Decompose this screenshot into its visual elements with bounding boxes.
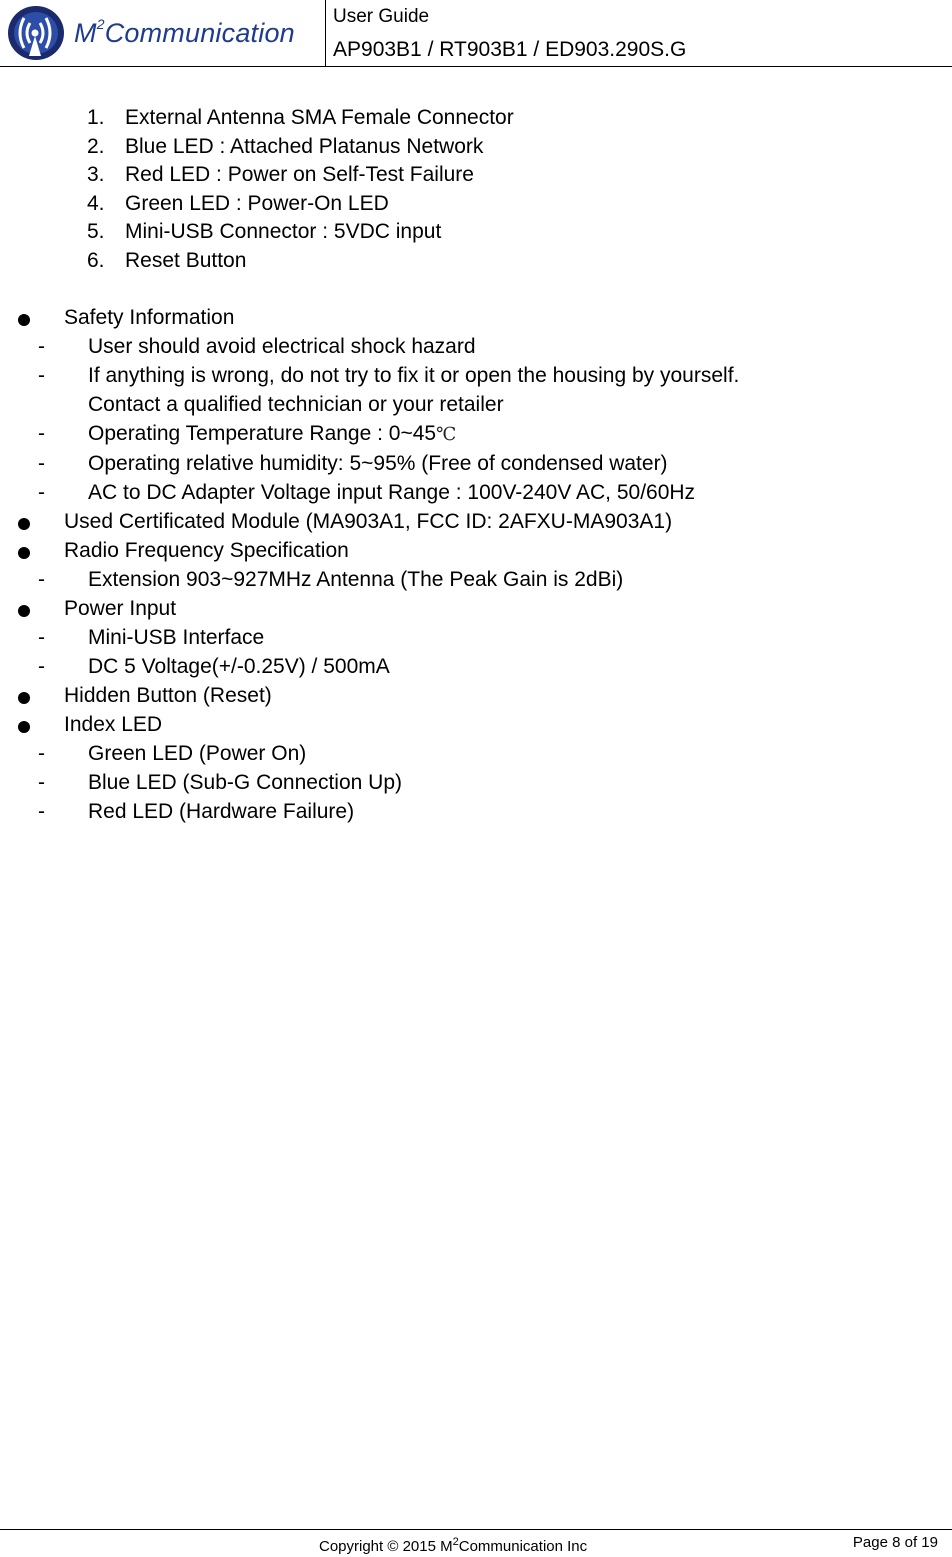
bullet-power: Power Input: [0, 595, 952, 624]
logo-wordmark: $M^2Communication$: [74, 16, 295, 48]
page-header: [0, 0, 952, 67]
bullet-certificated: Used Certificated Module (MA903A1, FCC ID: 2AFXU-MA903A1): [0, 508, 952, 537]
list-item: 5. Mini-USB Connector : 5VDC input: [87, 220, 442, 244]
document-body: [0, 104, 952, 827]
bullet-hidden-button: Hidden Button (Reset): [0, 682, 952, 711]
sub-item: - AC to DC Adapter Voltage input Range : 100V-240V AC, 50/60Hz: [38, 480, 696, 504]
sub-item: - Red LED (Hardware Failure): [38, 799, 355, 823]
bullet-radio: Radio Frequency Specification: [0, 537, 952, 566]
list-item: 1. External Antenna SMA Female Connector: [87, 106, 514, 129]
sub-item: - Blue LED (Sub-G Connection Up): [38, 770, 402, 794]
bullet-dot-icon: [18, 721, 30, 733]
list-item: 4. Green LED : Power-On LED: [87, 191, 389, 215]
sub-item: - DC 5 Voltage(+/-0.25V) / 500mA: [38, 654, 390, 678]
bullet-dot-icon: [18, 692, 30, 704]
numbered-list: [0, 104, 952, 276]
sub-item: - Operating relative humidity: 5~95% (Free of condensed water): [38, 451, 668, 475]
bullet-dot-icon: [18, 547, 30, 559]
header-divider: [325, 0, 326, 67]
footer-rule: [0, 1529, 952, 1530]
bullet-safety: Safety Information: [0, 304, 952, 333]
sub-item: - Green LED (Power On): [38, 741, 307, 765]
spacer: [0, 276, 952, 305]
company-logo: [6, 4, 318, 62]
sub-item: - Mini-USB Interface: [38, 625, 265, 649]
header-rule: [0, 66, 952, 67]
sub-item: - User should avoid electrical shock hazard: [38, 335, 476, 359]
list-item: 3. Red LED : Power on Self-Test Failure: [87, 163, 474, 187]
bullet-dot-icon: [18, 518, 30, 530]
footer-copyright: Copyright © 2015 $M^2Communication$ Inc: [319, 1536, 588, 1555]
doc-models: AP903B1 / RT903B1 / ED903.290S.G: [333, 38, 687, 61]
doc-type: User Guide: [333, 6, 430, 27]
list-item: 6. Reset Button: [87, 248, 247, 272]
sub-item: - Extension 903~927MHz Antenna (The Peak Gain is 2dBi): [38, 567, 624, 591]
bullet-dot-icon: [18, 605, 30, 617]
bullet-dot-icon: [18, 314, 30, 326]
page-number: Page 8 of 19: [852, 1534, 938, 1551]
list-item: 2. Blue LED : Attached Platanus Network: [87, 134, 484, 158]
sub-item: - If anything is wrong, do not try to fix it or open the housing by yourself. Contact a qualified technician or your retailer: [38, 364, 740, 416]
bullet-index-led: Index LED: [0, 711, 952, 740]
sub-item: - Operating Temperature Range : 0~45℃: [38, 421, 457, 445]
logo-emblem-icon: [6, 4, 70, 62]
celsius-symbol: ℃: [436, 423, 457, 445]
